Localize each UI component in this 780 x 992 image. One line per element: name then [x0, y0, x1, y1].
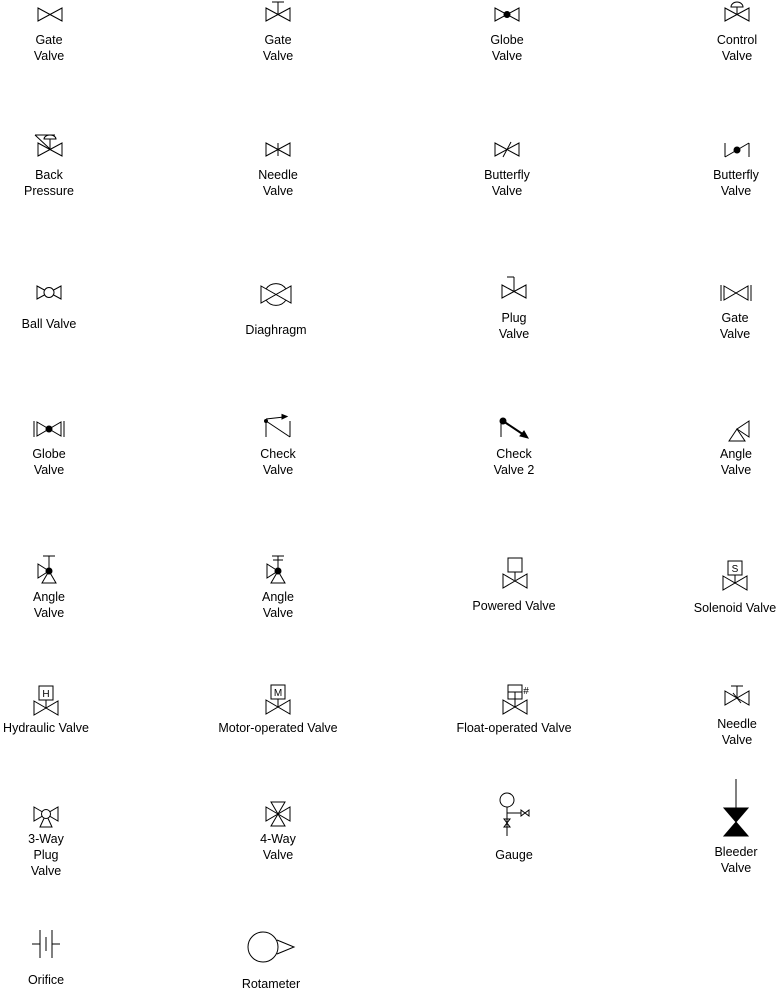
butterfly-valve-lever-icon[interactable] [725, 143, 749, 157]
angle-valve-handwheel-icon[interactable] [267, 556, 285, 583]
angle-valve-icon[interactable] [729, 421, 749, 441]
ball-valve-icon[interactable] [37, 286, 61, 299]
needle-valve-stem-icon[interactable] [725, 686, 749, 705]
float-mark: # [523, 686, 529, 697]
label-diaphragm: Diaghragm [245, 323, 307, 337]
label-butterfly-valve-lever: Butterfly Valve [713, 168, 759, 198]
label-angle-valve-stem: Angle Valve [33, 590, 65, 620]
hydraulic-valve-icon[interactable] [34, 686, 58, 715]
plug-valve-icon[interactable] [502, 277, 526, 298]
label-gate-valve-handwheel: Gate Valve [262, 33, 294, 63]
label-check-valve: Check Valve [260, 447, 296, 477]
label-gauge: Gauge [495, 848, 533, 862]
label-three-way-plug-valve: 3-Way Plug Valve [28, 832, 64, 878]
label-butterfly-valve: Butterfly Valve [484, 168, 530, 198]
solenoid-valve-icon[interactable] [723, 561, 747, 590]
orifice-icon[interactable] [32, 930, 60, 958]
label-powered-valve: Powered Valve [472, 599, 556, 613]
label-control-valve: Control Valve [716, 33, 758, 63]
needle-valve-icon[interactable] [266, 143, 290, 156]
solenoid-letter: S [731, 564, 739, 575]
back-pressure-icon[interactable] [35, 135, 62, 156]
gate-valve-icon[interactable] [38, 8, 62, 21]
check-valve-icon[interactable] [265, 415, 291, 438]
control-valve-icon[interactable] [725, 2, 749, 21]
motor-operated-valve-icon[interactable] [266, 685, 290, 714]
label-float-operated-valve: Float-operated Valve [456, 721, 572, 735]
globe-valve-icon[interactable] [495, 8, 519, 21]
label-check-valve-2: Check Valve 2 [493, 447, 535, 477]
powered-valve-icon[interactable] [503, 558, 527, 588]
label-orifice: Orifice [27, 973, 65, 987]
label-needle-valve: Needle Valve [258, 168, 298, 198]
label-globe-valve-flanged: Globe Valve [32, 447, 66, 477]
hydraulic-letter: H [42, 689, 50, 700]
label-four-way-valve: 4-Way Valve [260, 832, 296, 862]
label-hydraulic-valve: Hydraulic Valve [3, 721, 89, 735]
label-plug-valve: Plug Valve [498, 311, 530, 341]
label-ball-valve: Ball Valve [21, 317, 77, 331]
gauge-icon[interactable] [500, 793, 529, 836]
label-gate-valve-flanged: Gate Valve [719, 311, 751, 341]
three-way-plug-valve-icon[interactable] [34, 807, 58, 827]
butterfly-valve-icon[interactable] [495, 142, 519, 157]
label-globe-valve: Globe Valve [490, 33, 524, 63]
label-back-pressure: Back Pressure [23, 168, 75, 198]
motor-letter: M [273, 688, 283, 699]
diaphragm-valve-icon[interactable] [261, 284, 291, 306]
label-needle-valve-stem: Needle Valve [717, 717, 757, 747]
globe-valve-flanged-icon[interactable] [34, 421, 64, 437]
label-angle-valve-handwheel: Angle Valve [262, 590, 294, 620]
gate-valve-flanged-icon[interactable] [721, 285, 751, 301]
label-motor-operated-valve: Motor-operated Valve [218, 721, 338, 735]
label-bleeder-valve: Bleeder Valve [714, 845, 758, 875]
gate-valve-handwheel-icon[interactable] [266, 2, 290, 21]
rotameter-icon[interactable] [248, 932, 294, 962]
label-angle-valve: Angle Valve [720, 447, 752, 477]
float-operated-valve-icon[interactable] [503, 685, 529, 714]
label-rotameter: Rotameter [241, 977, 301, 991]
angle-valve-stem-icon[interactable] [38, 556, 56, 583]
label-solenoid-valve: Solenoid Valve [693, 601, 777, 615]
check-valve-2-icon[interactable] [500, 418, 528, 438]
label-gate-valve: Gate Valve [33, 33, 65, 63]
four-way-valve-icon[interactable] [266, 802, 290, 826]
bleeder-valve-icon[interactable] [724, 779, 748, 836]
